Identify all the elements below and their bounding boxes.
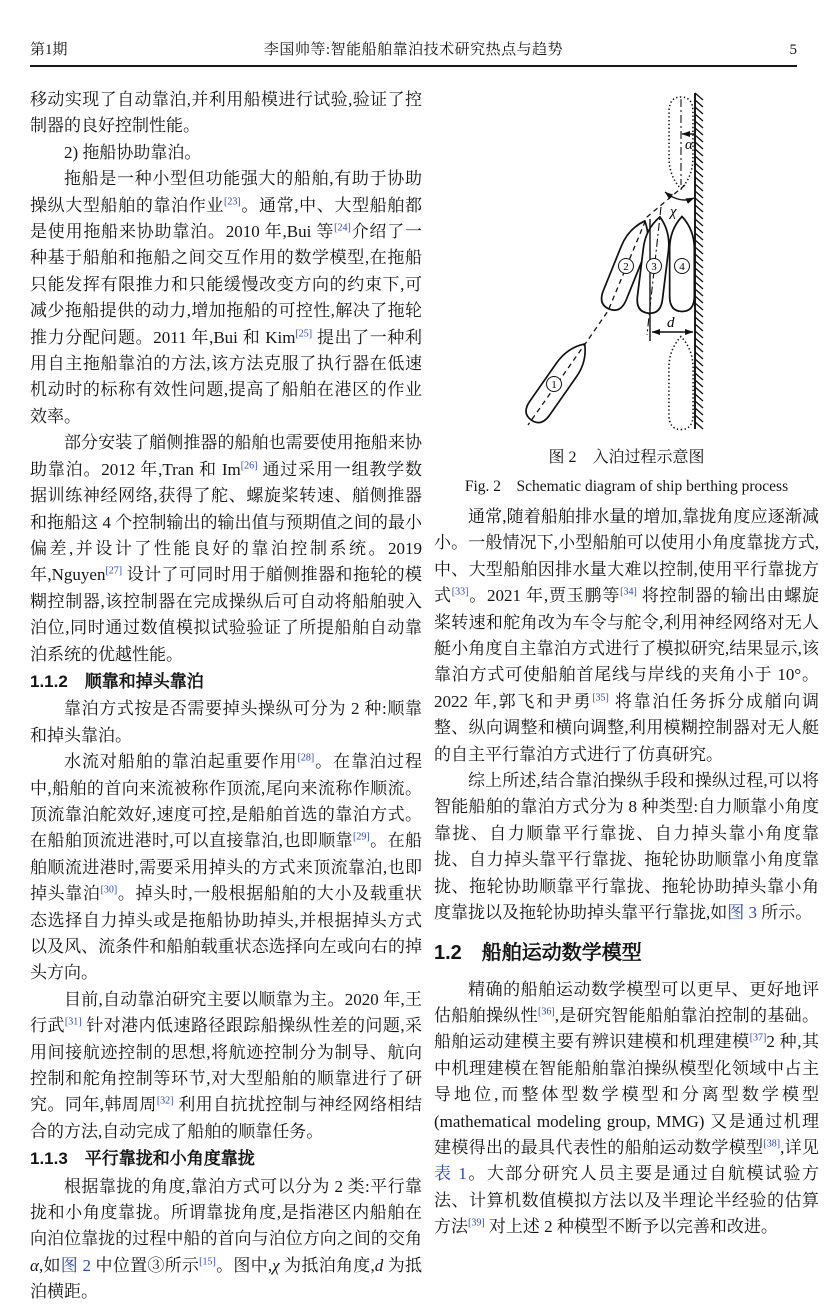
svg-text:4: 4 — [678, 261, 685, 273]
text-run: 。大部分研究人员主要是通过自航模试验方法、计算机数值模拟方法以及半理论半经验的估算方法 — [434, 1164, 820, 1237]
text-run: 。通常,中、大型船舶都是使用拖船来协助靠泊。2010 年,Bui 等 — [30, 195, 423, 242]
position-number-3 — [646, 259, 661, 274]
text-run: ,详见 — [780, 1137, 820, 1157]
cross-ref-link[interactable]: 表 1 — [434, 1164, 467, 1184]
citation-ref[interactable]: [15] — [199, 1256, 216, 1268]
running-title: 李国帅等:智能船舶靠泊技术研究热点与趋势 — [263, 42, 564, 58]
text-run: 。在船舶顺流进港时,需要采用掉头的方式来顶流靠泊,也即掉头靠泊 — [30, 831, 423, 904]
text-run: 靠泊方式按是否需要掉头操纵可分为 2 种:顺靠和掉头靠泊。 — [30, 699, 422, 745]
cross-ref-link[interactable]: 图 2 — [60, 1255, 92, 1275]
citation-ref[interactable]: [37] — [749, 1032, 767, 1044]
alpha-label: α — [684, 137, 693, 153]
text-run: 拖船是一种小型但功能强大的船舶,有助于协助操纵大型船舶的靠泊作业 — [30, 169, 422, 215]
text-run: 设计了可同时用于艏侧推器和拖轮的模糊控制器,该控制器在完成操纵后可自动将船舶驶入泊位,同时通过数值模拟试验验证了所提船舶自动靠泊系统的优越性能。 — [30, 565, 423, 664]
paragraph — [30, 140, 422, 166]
text-run: 1.2 船舶运动数学模型 — [434, 941, 642, 964]
citation-ref[interactable]: [39] — [468, 1217, 485, 1229]
text-run: 1.1.3 平行靠拢和小角度靠拢 — [30, 1149, 255, 1169]
citation-ref[interactable]: [25] — [295, 328, 313, 339]
section-heading — [434, 940, 819, 966]
text-run: 为抵泊横距。 — [30, 1255, 423, 1302]
math-variable: d — [374, 1255, 384, 1275]
figure-2 — [434, 89, 819, 496]
text-run: 综上所述,结合靠泊操纵手段和操纵过程,可以将智能船舶的靠泊方式分为 8 种类型:自力顺靠小角度靠拢、自力顺靠平行靠拢、自力掉头靠小角度靠拢、自力掉头靠平行靠拢、拖轮协助顺靠小角度靠拢、拖轮协助顺靠平行靠拢、拖轮协助掉头靠小角度靠拢以及拖轮协助掉头靠平行靠拢,如 — [434, 771, 819, 923]
text-run: 目前,自动靠泊研究主要以顺靠为主。2020 年,王行武 — [30, 989, 422, 1036]
text-run: 。图中, — [215, 1255, 273, 1275]
paragraph — [30, 749, 422, 987]
text-run: 移动实现了自动靠泊,并利用船模进行试验,验证了控制器的良好控制性能。 — [30, 90, 422, 136]
citation-ref[interactable]: [28] — [297, 752, 315, 764]
text-run: 将靠泊任务拆分成艏向调整、纵向调整和横向调整,利用模糊控制器对无人艇的自主平行靠泊方式进行了仿真研究。 — [434, 691, 820, 764]
text-run: 通常,随着船舶排水量的增加,靠拢角度应逐渐减小。一般情况下,小型船舶可以使用小角度靠拢方式,中、大型船舶因排水量大难以控制,使用平行靠拢方式 — [434, 507, 819, 606]
paragraph — [30, 987, 422, 1145]
journal-issue: 第1期 — [30, 42, 68, 58]
paragraph — [434, 977, 819, 1241]
text-run: 2) 拖船协助靠泊。 — [64, 142, 202, 162]
citation-ref[interactable]: [27] — [105, 565, 123, 577]
math-variable: χ — [272, 1255, 280, 1275]
quay-wall-hatching — [695, 93, 703, 429]
text-run: 1.1.2 顺靠和掉头靠泊 — [30, 671, 204, 691]
text-run: 。掉头时,一般根据船舶的大小及载重状态选择自力掉头或是拖船协助掉头,并根据掉头方式以及风、流条件和船舶载重状态选择向左或向右的掉头方向。 — [30, 884, 423, 983]
citation-ref[interactable]: [29] — [353, 831, 370, 843]
citation-ref[interactable]: [32] — [156, 1095, 174, 1107]
position-number-4 — [674, 259, 689, 274]
text-run: 所示。 — [757, 903, 813, 923]
page-body — [30, 87, 819, 1306]
citation-ref[interactable]: [34] — [620, 586, 637, 598]
text-run: ,是研究智能船舶靠泊控制的基础。船舶运动建模主要有辨识建模和机理建模 — [434, 1005, 820, 1052]
ship-berthed-neighbour-outline — [668, 337, 692, 430]
section-heading — [30, 669, 422, 695]
section-heading — [30, 1146, 422, 1172]
text-run: 部分安装了艏侧推器的船舶也需要使用拖船来协助靠泊。2012 年,Tran 和 Im — [30, 433, 422, 479]
page-number: 5 — [789, 42, 797, 58]
figure-caption-en: Fig. 2 Schematic diagram of ship berthing process — [464, 478, 789, 495]
citation-ref[interactable]: [26] — [240, 460, 258, 472]
ship-berthing-diagram — [442, 89, 812, 439]
citation-ref[interactable]: [30] — [100, 884, 118, 896]
svg-text:1: 1 — [550, 379, 557, 391]
text-run: 对上述 2 种模型不断予以完善和改进。 — [484, 1217, 778, 1237]
text-run: 。在靠泊过程中,船舶的首向来流被称作顶流,尾向来流称作顺流。顶流靠泊舵效好,速度可控,是船舶首选的靠泊方式。在船舶顶流进港时,可以直接靠泊,也即顺靠 — [30, 752, 423, 851]
text-run: 为抵泊角度, — [279, 1255, 375, 1275]
text-run: ,如 — [38, 1255, 61, 1275]
cross-ref-link[interactable]: 图 3 — [727, 903, 757, 923]
d-label: d — [666, 315, 674, 331]
svg-text:2: 2 — [622, 261, 629, 273]
paragraph — [30, 1174, 422, 1306]
citation-ref[interactable]: [23] — [224, 195, 241, 207]
citation-ref[interactable]: [24] — [334, 222, 351, 234]
page-header — [30, 0, 797, 67]
left-column — [30, 87, 422, 1306]
paragraph — [30, 87, 422, 140]
right-column-text — [434, 504, 819, 1241]
position-number-1 — [546, 377, 561, 392]
paragraph — [30, 696, 422, 749]
paragraph — [434, 768, 819, 926]
chi-label: χ — [669, 204, 677, 220]
paragraph — [30, 166, 422, 430]
text-run: 水流对船舶的靠泊起重要作用 — [64, 752, 298, 772]
citation-ref[interactable]: [35] — [592, 692, 609, 704]
text-run: 通过采用一组教学数据训练神经网络,获得了舵、螺旋桨转速、艏侧推器和拖船这 4 个控制输出的输出值与预期值之间的最小偏差,并设计了性能良好的靠泊控制系统。2019 年,Nguyen — [30, 459, 422, 585]
text-run: 介绍了一种基于船舶和拖船之间交互作用的数学模型,在拖船只能发挥有限推力和只能缓慢改变方向的约束下,可减少拖船提供的动力,增加拖船的可控性,解决了拖轮推力分配问题。2011 年,Bui 和 Kim — [30, 222, 423, 347]
text-run: 将控制器的输出由螺旋桨转速和舵角改为车令与舵令,利用神经网络对无人艇小角度自主靠泊方式进行了模拟研究,结果显示,该靠泊方式可使船舶首尾线与岸线的夹角小于 10°。2022 年,郭飞和尹勇 — [434, 586, 820, 711]
text-run: 根据靠拢的角度,靠泊方式可以分为 2 类:平行靠拢和小角度靠拢。所谓靠拢角度,是指港区内船舶在向泊位靠拢的过程中船的首向与泊位方向之间的交角 — [30, 1176, 422, 1249]
text-run: 中位置③所示 — [91, 1255, 200, 1275]
text-run: 针对港内低速路径跟踪船操纵性差的问题,采用间接航迹控制的思想,将航迹控制分为制导、航向控制和舵角控制等环节,对大型船舶的顺靠进行了研究。同年,韩周周 — [30, 1016, 423, 1115]
text-run: 2 种,其中机理建模在智能船舶靠泊操纵模型化领域中占主导地位,而整体型数学模型和分离型数学模型 (mathematical modeling group, MMG) 又是通过机理建模得出的最具代表性的船舶运动数学模型 — [434, 1032, 820, 1157]
citation-ref[interactable]: [31] — [64, 1016, 82, 1028]
math-variable: α — [30, 1255, 39, 1275]
text-run: 利用自抗扰控制与神经网络相结合的方法,自动完成了船舶的顺靠任务。 — [30, 1095, 423, 1141]
svg-text:3: 3 — [650, 261, 657, 273]
figure-caption-zh: 图 2 入泊过程示意图 — [548, 449, 705, 466]
right-column — [434, 87, 819, 1306]
text-run: 提出了一种利用自主拖船靠泊的方法,该方法克服了执行器在低速机动时的标称有效性问题,提高了船舶在港区的作业效率。 — [30, 327, 422, 426]
paragraph — [434, 504, 819, 768]
text-run: 精确的船舶运动数学模型可以更早、更好地评估船舶操纵性 — [434, 979, 819, 1025]
text-run: 。2021 年,贾玉鹏等 — [468, 586, 621, 606]
citation-ref[interactable]: [38] — [763, 1138, 781, 1150]
citation-ref[interactable]: [36] — [538, 1006, 555, 1018]
position-number-2 — [618, 259, 633, 274]
paragraph — [30, 430, 422, 668]
citation-ref[interactable]: [33] — [451, 586, 469, 598]
